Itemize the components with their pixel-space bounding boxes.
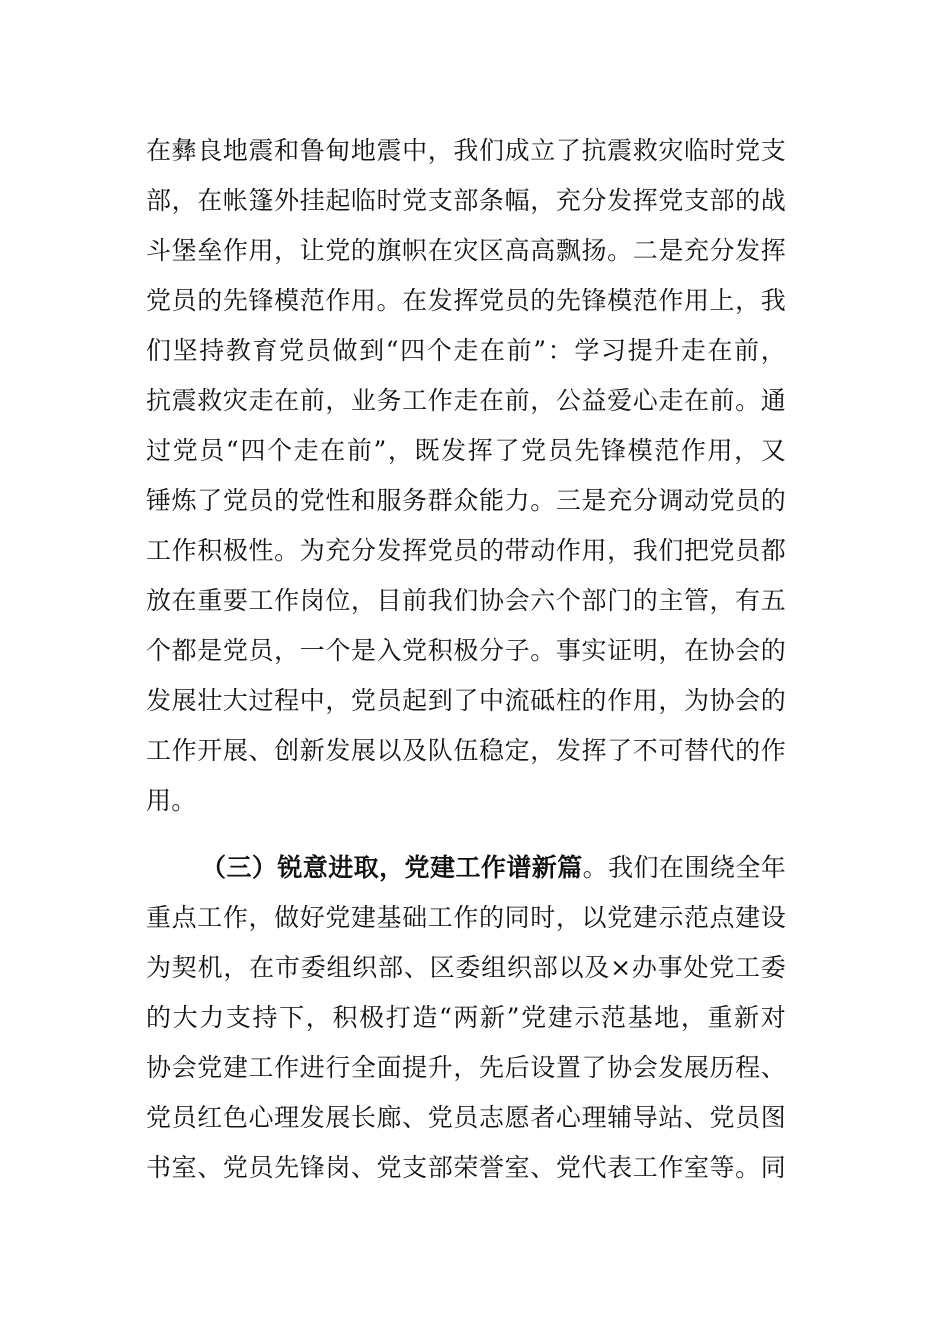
text-line: 协会党建工作进行全面提升，先后设置了协会发展历程、 [146, 1053, 786, 1082]
section-heading: （三）锐意进取，党建工作谱新篇 [201, 853, 583, 882]
first-line-text: 。我们在围绕全年 [582, 853, 786, 882]
text-line: 工作开展、创新发展以及队伍稳定，发挥了不可替代的作 [146, 736, 786, 765]
text-line: 锤炼了党员的党性和服务群众能力。三是充分调动党员的 [146, 486, 786, 515]
text-line: 发展壮大过程中，党员起到了中流砥柱的作用，为协会的 [146, 686, 786, 715]
text-line: 工作积极性。为充分发挥党员的带动作用，我们把党员都 [146, 536, 786, 565]
text-line: 重点工作，做好党建基础工作的同时，以党建示范点建设 [146, 903, 786, 932]
text-line: 抗震救灾走在前，业务工作走在前，公益爱心走在前。通 [146, 386, 786, 415]
text-line: 党员红色心理发展长廊、党员志愿者心理辅导站、党员图 [146, 1103, 786, 1132]
text-line: 过党员“四个走在前”，既发挥了党员先锋模范作用，又 [146, 436, 786, 465]
text-line: 个都是党员，一个是入党积极分子。事实证明，在协会的 [146, 636, 786, 665]
text-line: 为契机，在市委组织部、区委组织部以及×办事处党工委 [146, 953, 786, 982]
text-line-last: 用。 [146, 786, 197, 815]
text-line: 放在重要工作岗位，目前我们协会六个部门的主管，有五 [146, 586, 786, 615]
text-line: 部，在帐篷外挂起临时党支部条幅，充分发挥党支部的战 [146, 186, 786, 215]
text-line: 党员的先锋模范作用。在发挥党员的先锋模范作用上，我 [146, 286, 786, 315]
text-line: 在彝良地震和鲁甸地震中，我们成立了抗震救灾临时党支 [146, 136, 786, 165]
text-line: 们坚持教育党员做到“四个走在前”：学习提升走在前， [146, 336, 786, 365]
text-line: 书室、党员先锋岗、党支部荣誉室、党代表工作室等。同 [146, 1153, 786, 1182]
text-line: 斗堡垒作用，让党的旗帜在灾区高高飘扬。二是充分发挥 [146, 236, 786, 265]
paragraph-first-line [201, 848, 786, 888]
text-line: 的大力支持下，积极打造“两新”党建示范基地，重新对 [146, 1003, 786, 1032]
